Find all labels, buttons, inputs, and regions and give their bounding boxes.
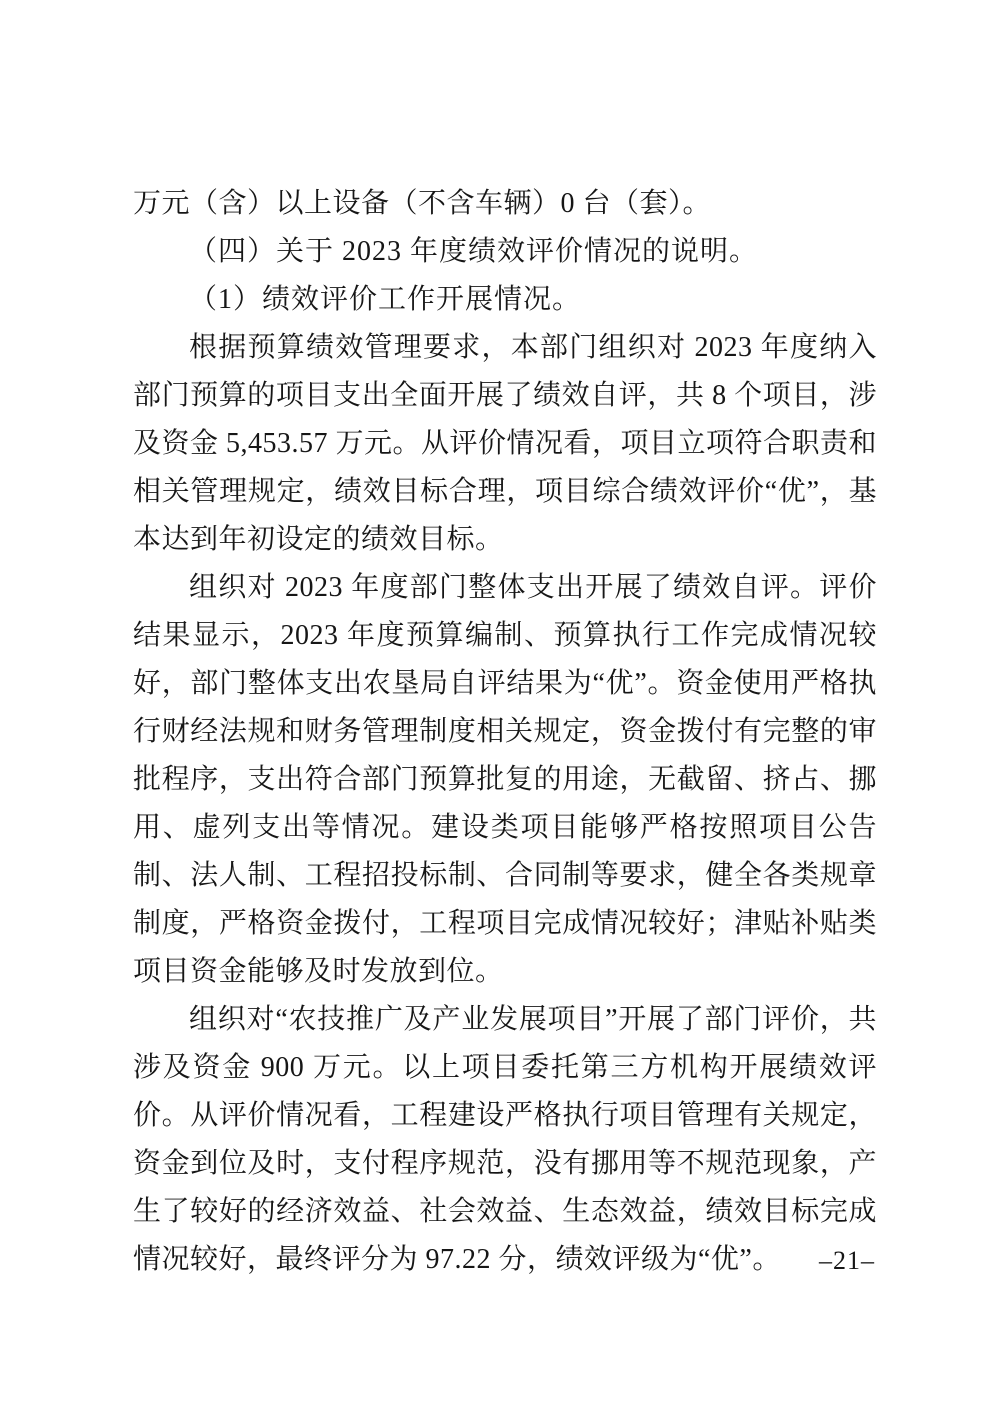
document-body	[133, 180, 877, 1284]
paragraph-continuation: 万元（含）以上设备（不含车辆）0 台（套）。	[133, 188, 712, 219]
paragraph-body: 组织对“农技推广及产业发展项目”开展了部门评价，共涉及资金 900 万元。以上项目委托第三方机构开展绩效评价。从评价情况看，工程建设严格执行项目管理有关规定，资金到位及时，支付程序规范，没有挪用等不规范现象，产生了较好的经济效益、社会效益、生态效益，绩效目标完成情况较好，最终评分为 97.22 分，绩效评级为“优”。	[133, 1004, 877, 1275]
page-number: –21–	[819, 1246, 875, 1275]
paragraph-heading-section: （四）关于 2023 年度绩效评价情况的说明。	[189, 236, 759, 267]
paragraph-heading-sub: （1）绩效评价工作开展情况。	[189, 284, 582, 315]
paragraph-body: 根据预算绩效管理要求，本部门组织对 2023 年度纳入部门预算的项目支出全面开展了绩效自评，共 8 个项目，涉及资金 5,453.57 万元。从评价情况看，项目立项符合职责和相关管理规定，绩效目标合理，项目综合绩效评价“优”，基本达到年初设定的绩效目标。	[133, 332, 878, 555]
paragraph-body: 组织对 2023 年度部门整体支出开展了绩效自评。评价结果显示，2023 年度预算编制、预算执行工作完成情况较好，部门整体支出农垦局自评结果为“优”。资金使用严格执行财经法规和财务管理制度相关规定，资金拨付有完整的审批程序，支出符合部门预算批复的用途，无截留、挤占、挪用、虚列支出等情况。建设类项目能够严格按照项目公告制、法人制、工程招投标制、合同制等要求，健全各类规章制度，严格资金拨付，工程项目完成情况较好；津贴补贴类项目资金能够及时发放到位。	[133, 572, 877, 987]
